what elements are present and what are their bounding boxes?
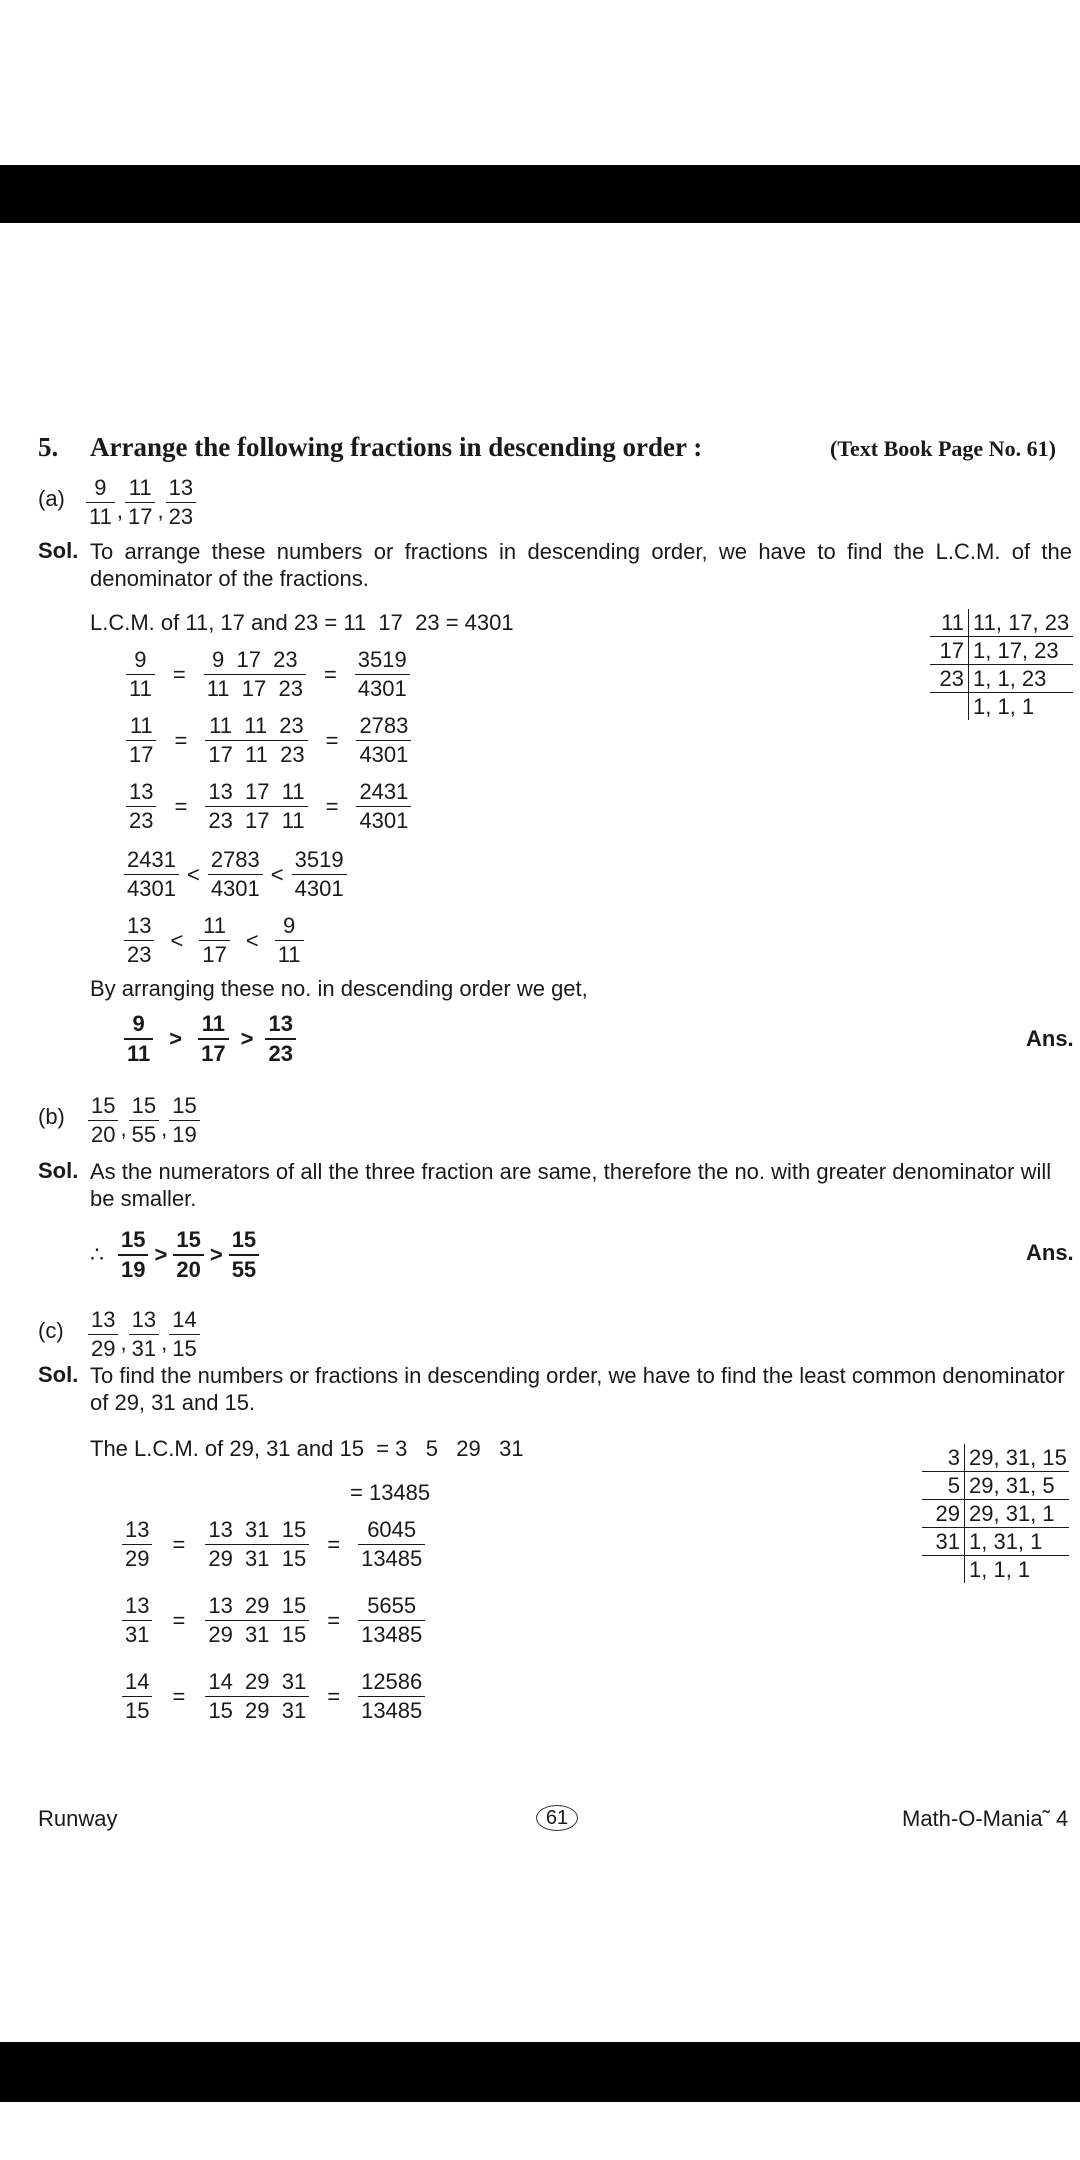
part-b-sol-label: Sol.	[38, 1158, 79, 1183]
therefore-symbol: ∴	[90, 1242, 104, 1267]
top-black-band	[0, 165, 1080, 223]
bottom-black-band	[0, 2042, 1080, 2102]
fraction: $\frac{13}{31}$	[129, 1306, 159, 1363]
fraction: $\frac{13 31 15}{29 31 15}$	[205, 1516, 309, 1573]
page-number: 61	[536, 1805, 578, 1831]
fraction: $\frac{13 29 15}{29 31 15}$	[205, 1592, 309, 1649]
part-a-ans: Ans.	[1026, 1026, 1074, 1051]
footer-left: Runway	[38, 1806, 118, 1831]
fraction: $\frac{13}{29}$	[122, 1516, 152, 1573]
fraction: $\frac{11}{17}$	[126, 712, 156, 769]
fraction: $\frac{13}{23}$	[166, 474, 196, 531]
part-c-intro: To find the numbers or fractions in descending order, we have to find the least common denominator of 29, 31 and 15.	[90, 1363, 1065, 1415]
part-a-arrange-text: By arranging these no. in descending order we get,	[90, 976, 588, 1001]
fraction: $\frac{9}{11}$	[124, 1010, 153, 1068]
fraction: $\frac{15}{20}$	[173, 1226, 203, 1284]
part-b-result: ∴ $\frac{15}{19}$ > $\frac{15}{20}$ > $\frac{15}{55}$	[90, 1226, 259, 1284]
part-a-compare-1: $\frac{2431}{4301}$ < $\frac{2783}{4301}$ < $\frac{3519}{4301}$	[124, 846, 347, 903]
fraction: $\frac{13}{23}$	[126, 778, 156, 835]
part-c-step-1: $\frac{13}{29}$ = $\frac{13 31 15}{29 31 15}$ = $\frac{6045}{13485}$	[122, 1516, 425, 1573]
fraction: $\frac{11}{17}$	[199, 912, 229, 969]
fraction: $\frac{2783}{4301}$	[356, 712, 411, 769]
fraction: $\frac{2431}{4301}$	[356, 778, 411, 835]
part-c-lcm-line-1: The L.C.M. of 29, 31 and 15 = 3 5 29 31	[90, 1436, 524, 1461]
part-a-sol-label: Sol.	[38, 538, 79, 563]
fraction: $\frac{13 17 11}{23 17 11}$	[205, 778, 307, 835]
part-a-lcm-ladder: 11 11, 17, 23 17 1, 17, 23 23 1, 1, 23 1, 1, 1	[930, 609, 1073, 720]
fraction: $\frac{9 17 23}{11 17 23}$	[204, 646, 306, 703]
part-a-result: $\frac{9}{11}$ > $\frac{11}{17}$ > $\frac{13}{23}$	[124, 1010, 296, 1068]
part-a-step-3: $\frac{13}{23}$ = $\frac{13 17 11}{23 17 11}$ = $\frac{2431}{4301}$	[126, 778, 411, 835]
fraction: $\frac{15}{55}$	[229, 1226, 259, 1284]
fraction: $\frac{2431}{4301}$	[124, 846, 179, 903]
question-number: 5.	[38, 432, 59, 462]
fraction: $\frac{15}{20}$	[88, 1092, 118, 1149]
part-b-label: (b)	[38, 1104, 65, 1129]
fraction: $\frac{3519}{4301}$	[355, 646, 410, 703]
fraction: $\frac{15}{55}$	[129, 1092, 159, 1149]
part-b-fractions: $\frac{15}{20}$ , $\frac{15}{55}$ , $\frac{15}{19}$	[88, 1092, 200, 1149]
part-b-intro: As the numerators of all the three fraction are same, therefore the no. with greater denominator will be smaller.	[90, 1159, 1052, 1211]
part-c-lcm-line-2: = 13485	[350, 1480, 431, 1505]
footer-right: Math-O-Mania˜ 4	[902, 1806, 1069, 1831]
fraction: $\frac{9}{11}$	[275, 912, 304, 969]
fraction: $\frac{12586}{13485}$	[358, 1668, 425, 1725]
part-a-intro: To arrange these numbers or fractions in descending order, we have to find the L.C.M. of the denominator of the fractions.	[90, 539, 1072, 591]
part-a-label: (a)	[38, 486, 65, 511]
fraction: $\frac{11 11 23}{17 11 23}$	[205, 712, 307, 769]
part-c-label: (c)	[38, 1318, 64, 1343]
fraction: $\frac{11}{17}$	[125, 474, 155, 531]
question-title: Arrange the following fractions in descending order :	[90, 432, 703, 462]
part-c-step-3: $\frac{14}{15}$ = $\frac{14 29 31}{15 29 31}$ = $\frac{12586}{13485}$	[122, 1668, 425, 1725]
part-a-compare-2: $\frac{13}{23}$ < $\frac{11}{17}$ < $\frac{9}{11}$	[124, 912, 304, 969]
fraction: $\frac{14 29 31}{15 29 31}$	[205, 1668, 309, 1725]
fraction: $\frac{13}{29}$	[88, 1306, 118, 1363]
part-a-fractions: $\frac{9}{11}$ , $\frac{11}{17}$ , $\frac{13}{23}$	[86, 474, 196, 531]
part-c-fractions: $\frac{13}{29}$ , $\frac{13}{31}$ , $\frac{14}{15}$	[88, 1306, 200, 1363]
fraction: $\frac{14}{15}$	[169, 1306, 199, 1363]
textbook-reference: (Text Book Page No. 61)	[830, 436, 1056, 461]
part-c-lcm-ladder: 3 29, 31, 15 5 29, 31, 5 29 29, 31, 1 31 1, 31, 1 1, 1, 1	[922, 1444, 1069, 1583]
part-a-step-1: $\frac{9}{11}$ = $\frac{9 17 23}{11 17 23}$ = $\frac{3519}{4301}$	[126, 646, 410, 703]
fraction: $\frac{15}{19}$	[118, 1226, 148, 1284]
part-b-ans: Ans.	[1026, 1240, 1074, 1265]
fraction: $\frac{3519}{4301}$	[292, 846, 347, 903]
fraction: $\frac{9}{11}$	[126, 646, 155, 703]
part-c-sol-label: Sol.	[38, 1362, 79, 1387]
part-a-step-2: $\frac{11}{17}$ = $\frac{11 11 23}{17 11 23}$ = $\frac{2783}{4301}$	[126, 712, 411, 769]
fraction: $\frac{13}{31}$	[122, 1592, 152, 1649]
fraction: $\frac{13}{23}$	[124, 912, 154, 969]
part-c-step-2: $\frac{13}{31}$ = $\frac{13 29 15}{29 31 15}$ = $\frac{5655}{13485}$	[122, 1592, 425, 1649]
fraction: $\frac{15}{19}$	[169, 1092, 199, 1149]
fraction: $\frac{13}{23}$	[265, 1010, 295, 1068]
fraction: $\frac{9}{11}$	[86, 474, 115, 531]
fraction: $\frac{5655}{13485}$	[358, 1592, 425, 1649]
fraction: $\frac{14}{15}$	[122, 1668, 152, 1725]
fraction: $\frac{6045}{13485}$	[358, 1516, 425, 1573]
part-a-lcm-line: L.C.M. of 11, 17 and 23 = 11 17 23 = 4301	[90, 610, 514, 635]
fraction: $\frac{2783}{4301}$	[208, 846, 263, 903]
fraction: $\frac{11}{17}$	[198, 1010, 228, 1068]
